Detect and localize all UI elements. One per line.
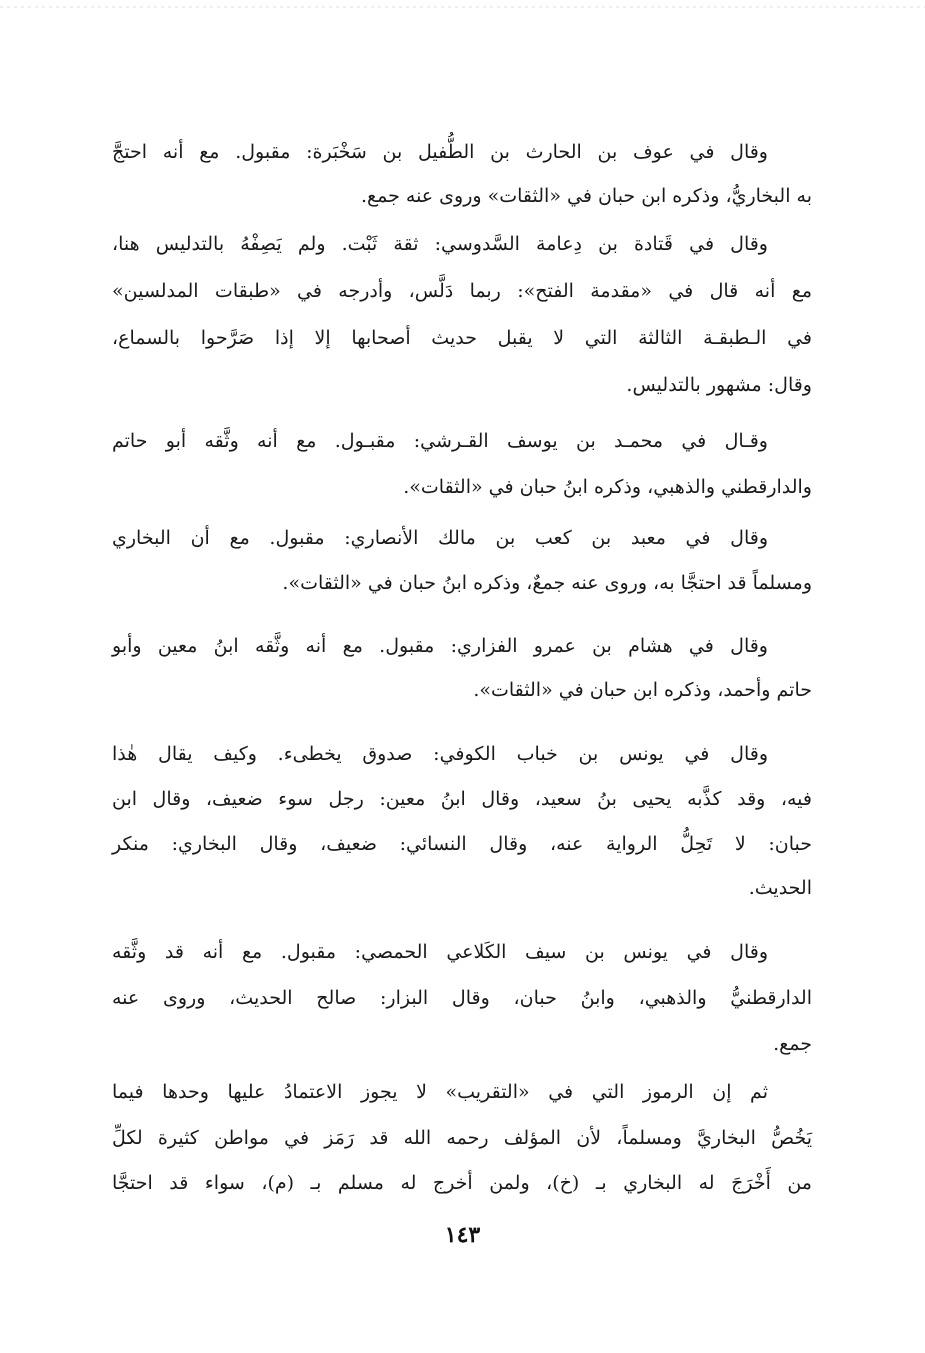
- text-line: وقال في يونس بن سيف الكَلاعي الحمصي: مقبول. مع أنه قد وثَّقه: [112, 941, 768, 963]
- text-line: ثم إن الرموز التي في «التقريب» لا يجوز الاعتمادُ عليها وحدها فيما: [112, 1081, 768, 1103]
- scan-edge-artifact: [0, 6, 925, 8]
- text-line: من أَخْرَجَ له البخاري بـ (خ)، ولمن أخرج له مسلم بـ (م)، سواء قد احتجَّا: [112, 1172, 812, 1194]
- text-line: وقال في قَتادة بن دِعامة السَّدوسي: ثقة ثَبْت. ولم يَصِفْهُ بالتدليس هنا،: [112, 233, 768, 255]
- text-line: حبان: لا تَحِلُّ الرواية عنه، وقال النسائي: ضعيف، وقال البخاري: منكر: [112, 833, 812, 855]
- text-line: وقال في معبد بن كعب بن مالك الأنصاري: مقبول. مع أن البخاري: [112, 527, 768, 549]
- text-line: يَخُصُّ البخاريَّ ومسلماً، لأن المؤلف رحمه الله قد رَمَز في مواطن كثيرة لكلِّ: [112, 1127, 812, 1149]
- text-line: به البخاريُّ، وذكره ابن حبان في «الثقات» وروى عنه جمع.: [360, 185, 812, 207]
- page-number: ١٤٣: [444, 1222, 481, 1248]
- text-line: في الـطبقـة الثالثة التي لا يقبل حديث أصحابها إلا إذا صَرَّحوا بالسماع،: [112, 327, 812, 349]
- text-line: وقـال في محمـد بن يوسف القـرشي: مقبـول. مع أنه وثَّقه أبو حاتم: [112, 430, 768, 452]
- text-line: فيه، وقد كذَّبه يحيى بنُ سعيد، وقال ابنُ معين: رجل سوء ضعيف، وقال ابن: [112, 788, 812, 810]
- text-line: وقال في يونس بن خباب الكوفي: صدوق يخطىء. وكيف يقال هٰذا: [112, 743, 768, 765]
- text-line: الدارقطنيُّ والذهبي، وابنُ حبان، وقال البزار: صالح الحديث، وروى عنه: [112, 987, 812, 1009]
- text-line: وقال في هشام بن عمرو الفزاري: مقبول. مع أنه وثَّقه ابنُ معين وأبو: [112, 635, 768, 657]
- text-line: ومسلماً قد احتجَّا به، وروى عنه جمعٌ، وذكره ابنُ حبان في «الثقات».: [282, 572, 812, 594]
- text-line: جمع.: [773, 1033, 812, 1055]
- text-line: وقال في عوف بن الحارث بن الطُّفيل بن سَخْبَرة: مقبول. مع أنه احتجَّ: [112, 141, 768, 163]
- text-line: حاتم وأحمد، وذكره ابن حبان في «الثقات».: [473, 679, 812, 701]
- text-line: والدارقطني والذهبي، وذكره ابنُ حبان في «الثقات».: [403, 476, 812, 498]
- text-line: مع أنه قال في «مقدمة الفتح»: ربما دَلَّس، وأدرجه في «طبقات المدلسين»: [112, 280, 812, 302]
- text-line: الحديث.: [748, 877, 812, 899]
- text-line: وقال: مشهور بالتدليس.: [626, 374, 812, 396]
